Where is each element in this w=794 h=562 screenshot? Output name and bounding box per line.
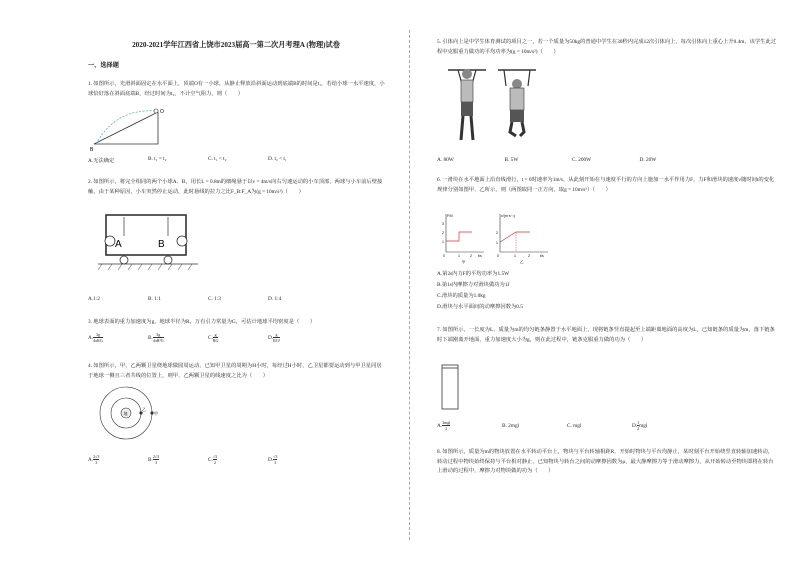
earth-label: 地 (123, 411, 128, 416)
q2-option-a[interactable]: A.1:2 (88, 296, 100, 302)
question-5: 5. 引体向上是中学生体育测试的项目之一，若一个质量为50kg的普通中学生在30秒内完成12次引体向上，每次引体向上重心上升0.4m，该学生此过程中克服重力做功的平均功率为(g = 10m/s²)（ ） (437, 39, 777, 55)
ball-b-label: B (158, 239, 165, 250)
g2-xtick-0: 0 (497, 254, 499, 258)
question-1: 1. 如图所示，光滑斜面固定在水平面上，顶端O有一小球，从静止释放沿斜面运动到底端B的时间是t₁，若给小球一水平速度，小球恰好落在斜面底端B，经过时间为t₂，不计空气阻力，则（ ） (88, 81, 385, 97)
question-4: 4. 如图所示，甲、乙两颗卫星绕地球做圆周运动，已知甲卫星的周期为H小时，每经过H小时，乙卫星都要运动到与甲卫星同居于地球一侧且三者共线的位置上，则甲、乙两颗卫星的线速度之比为（ ） (88, 363, 382, 379)
g2-caption: 乙 (520, 260, 524, 264)
g2-xtick-2: 2 (528, 254, 530, 258)
label-b: B (90, 147, 94, 153)
q4-option-c[interactable]: C. $\frac{√3}{2}$ (208, 454, 218, 465)
pullup-figure (444, 64, 544, 144)
left-column (86, 0, 386, 562)
g2-ytick-2: 2 (496, 231, 498, 235)
q1-options (88, 156, 328, 164)
q2-options (88, 296, 328, 302)
g1-xlabel: t/s (478, 254, 482, 258)
q7-option-c[interactable]: C. mgl (567, 422, 582, 429)
q2-option-c[interactable]: C. 1:3 (208, 296, 221, 302)
q1-option-b[interactable]: B. t₁ = t₂ (148, 156, 167, 162)
q6-option-c[interactable]: C.滑块的质量为1.0kg (437, 293, 486, 299)
g1-ytick-1: 1 (442, 240, 444, 244)
q6-option-d[interactable]: D.滑块与水平面间的动摩擦因数为0.5 (437, 304, 523, 310)
right-column (432, 0, 777, 562)
label-o: O (160, 109, 164, 115)
g1-xtick-2: 2 (470, 254, 472, 258)
q5-option-d[interactable]: D. 20W (639, 157, 657, 163)
g1-ytick-3: 3 (442, 222, 444, 226)
ball-a-label: A (115, 239, 122, 250)
q4-option-a[interactable]: A. $\frac{2√3}{3}$ (88, 454, 100, 465)
q3-option-c[interactable]: C. $\frac{g}{RG}$ (208, 332, 219, 343)
g2-ytick-1: 1 (496, 241, 498, 245)
cart-figure (98, 214, 200, 274)
column-divider (409, 30, 410, 540)
satellite-label-1: 乙 (142, 407, 146, 412)
q3-option-b[interactable]: B. $\frac{3g}{\text{4πR²G}}$ (148, 332, 164, 343)
q6-option-a[interactable]: A.第2s内力F的平均功率为1.5W (437, 271, 510, 277)
orbit-figure (96, 386, 166, 442)
g1-caption: 甲 (462, 260, 466, 264)
q5-option-b[interactable]: B. 5W (504, 157, 519, 163)
g1-ylabel: F/N (447, 214, 453, 218)
q1-option-c[interactable]: C. t₁ < t₂ (208, 156, 227, 162)
question-2: 2. 如图所示，将完全相同的两个小球A、B，用长L = 0.8m的细绳悬于以v = 4m/s向右匀速运动的小车顶部，两球与小车前后壁接触，由于某种原因，小车突然停止运动，此时悬线的拉力之比F_B:F_A为(g = 10m/s²)（ ） (88, 179, 383, 195)
q2-option-d[interactable]: D. 1:4 (268, 296, 282, 302)
q4-option-d[interactable]: D. $\frac{√3}{3}$ (268, 454, 278, 465)
question-8: 8. 如图所示，质量为m的物块放置在水平转动平台上，物块与平台转轴相距R，开始时物块与平台均静止，某时刻平台开始绕竖直转轴加速转动，转动过程中物块始终保持与平台相对静止，已知物块与转台之间的动摩擦因数为μ，最大静摩擦力等于滑动摩擦力，从开始转动至物块即将在转台上滑动的过程中，摩擦力对物块做的功为（ ） (437, 449, 774, 474)
q1-option-d[interactable]: D. t₂ < t₁ (268, 156, 287, 162)
q7-options (437, 420, 697, 431)
satellite-label-2: 甲 (154, 411, 158, 416)
g2-ylabel: v/(m·s⁻¹) (501, 214, 515, 218)
force-time-graph (438, 212, 488, 264)
q7-option-d[interactable]: D. $\frac{1}{2}$ mgl (632, 420, 648, 431)
g2-xlabel: t/s (540, 254, 544, 258)
q3-option-a[interactable]: A. 3g 4πRG (88, 332, 103, 343)
q3-option-d[interactable]: D. $\frac{g}{\text{RG²}}$ (268, 332, 280, 343)
q7-option-a[interactable]: A. 3mgl 2 (437, 420, 451, 431)
q7-option-b[interactable]: B. 2mgl (502, 422, 520, 429)
q1-option-a[interactable]: A.无法确定 (88, 158, 115, 164)
q6-option-b[interactable]: B.第1s内摩擦力对滑块做功为1J (437, 282, 510, 288)
q5-option-a[interactable]: A. 80W (437, 157, 454, 163)
q3-options (88, 332, 328, 343)
incline-figure (90, 108, 165, 152)
q2-option-b[interactable]: B. 1:1 (148, 296, 161, 302)
page-title: 2020-2021学年江西省上饶市2023届高一第二次月考理A (物理)试卷 (132, 41, 340, 49)
chain-figure (440, 364, 460, 410)
question-3: 3. 地球表面的重力加速度为g，地球半径为R，万有引力常量为G，可估计地球平均密度是（ ） (88, 319, 316, 325)
g1-xtick-0: 0 (443, 254, 445, 258)
question-7: 7. 如图所示，一长度为L、质量为m的均匀链条静置于水平地面上，现将链条竖直提起至上端距离地面的高度为L，已知链条的质量为m，落下链条时下端刚离开地面，重力加速度大小为g，则在此过程中，链条克服重力做的功为（ ） (437, 327, 775, 343)
g1-ytick-2: 2 (442, 231, 444, 235)
g1-xtick-1: 1 (458, 254, 460, 258)
g2-xtick-1: 1 (514, 254, 516, 258)
velocity-time-graph (492, 212, 552, 264)
q5-option-c[interactable]: C. 200W (572, 157, 592, 163)
question-6: 6. 一滑块在水平地面上沿直线滑行，t = 0时速率为1m/s，从此刻开始在与速度平行的方向上施加一水平作用力F，力F和滑块的速度v随时间t的变化规律分别如图甲、乙所示，则（两图取同一正方向，取g = 10m/s²）（ ） (437, 177, 775, 193)
section-heading: 一、选择题 (88, 62, 119, 69)
q4-options (88, 454, 328, 465)
q4-option-b[interactable]: B. $\frac{2√3}{3}$ (148, 454, 160, 465)
q5-options (437, 157, 707, 163)
